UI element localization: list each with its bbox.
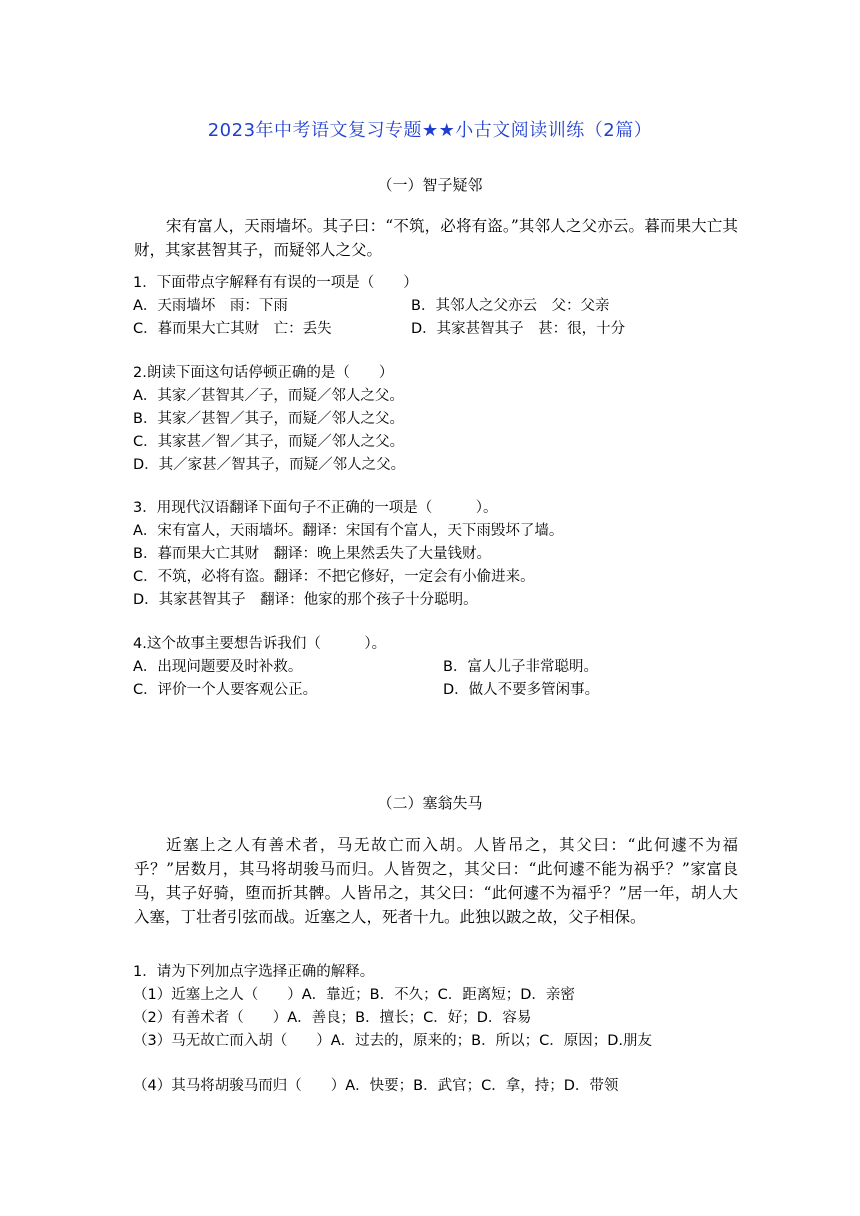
s1-q4-option-d: D．做人不要多管闲事。 <box>443 682 600 698</box>
s1-q1-option-c: C．暮而果大亡其财 亡：丢失 <box>133 321 332 337</box>
s1-q3-option-b: B．暮而果大亡其财 翻译：晚上果然丢失了大量钱财。 <box>133 546 491 562</box>
s1-q3-option-c: C．不筑，必将有盗。翻译：不把它修好，一定会有小偷进来。 <box>133 569 535 585</box>
s2-q1-item1: （1）近塞上之人（ ）A．靠近；B．不久；C．距离短；D．亲密 <box>133 987 575 1003</box>
s1-q4-stem: 4.这个故事主要想告诉我们（ ）。 <box>133 636 387 652</box>
s1-q2-option-a: A．其家／甚智其／子，而疑／邻人之父。 <box>133 388 404 404</box>
s1-q1-option-d: D．其家甚智其子 甚：很，十分 <box>411 321 626 337</box>
s1-q3-option-d: D．其家甚智其子 翻译：他家的那个孩子十分聪明。 <box>133 592 478 608</box>
section2-heading: （二）塞翁失马 <box>377 794 483 812</box>
s2-q1-item2: （2）有善术者（ ）A．善良；B．擅长；C．好；D．容易 <box>133 1010 532 1026</box>
s1-q2-stem: 2.朗读下面这句话停顿正确的是（ ） <box>133 365 394 381</box>
s1-q4-option-b: B．富人儿子非常聪明。 <box>443 659 598 675</box>
s1-q4-option-c: C．评价一个人要客观公正。 <box>133 682 318 698</box>
s1-q4-option-a: A．出现问题要及时补救。 <box>133 659 303 675</box>
s1-q3-stem: 3．用现代汉语翻译下面句子不正确的一项是（ ）。 <box>133 500 498 516</box>
s1-q2-option-c: C．其家甚／智／其子，而疑／邻人之父。 <box>133 434 405 450</box>
s1-q4-row1 <box>133 656 598 678</box>
s2-q1-stem: 1．请为下列加点字选择正确的解释。 <box>133 964 375 980</box>
s1-q1-stem: 1．下面带点字解释有有误的一项是（ ） <box>133 275 418 291</box>
s1-q1-row1 <box>133 295 610 317</box>
s1-q1-option-b: B．其邻人之父亦云 父：父亲 <box>411 298 610 314</box>
section1-heading: （一）智子疑邻 <box>377 176 483 194</box>
s1-q4-row2 <box>133 679 600 701</box>
s1-q3-option-a: A．宋有富人，天雨墙坏。翻译：宋国有个富人，天下雨毁坏了墙。 <box>133 523 564 539</box>
page-title: 2023年中考语文复习专题★★小古文阅读训练（2篇） <box>207 120 653 141</box>
s2-q1-item3: （3）马无故亡而入胡（ ）A．过去的，原来的；B．所以；C．原因；D.朋友 <box>133 1033 652 1049</box>
section1-passage: 宋有富人，天雨墙坏。其子曰：“不筑，必将有盗。”其邻人之父亦云。暮而果大亡其财，其家甚智其子，而疑邻人之父。 <box>134 217 738 259</box>
s1-q2-option-b: B．其家／甚智／其子，而疑／邻人之父。 <box>133 411 404 427</box>
s1-q1-option-a: A．天雨墙坏 雨：下雨 <box>133 298 288 314</box>
s2-q1-item4: （4）其马将胡骏马而归（ ）A．快要；B．武官；C．拿，持；D．带领 <box>133 1078 619 1094</box>
section2-passage: 近塞上之人有善术者，马无故亡而入胡。人皆吊之，其父曰：“此何遽不为福乎？”居数月，其马将胡骏马而归。人皆贺之，其父曰：“此何遽不能为祸乎？”家富良马，其子好骑，堕而折其髀。人皆吊之，其父曰：“此何遽不为福乎？”居一年，胡人大入塞，丁壮者引弦而战。近塞之人，死者十九。此独以跛之故，父子相保。 <box>134 836 738 926</box>
s1-q1-row2 <box>133 318 626 340</box>
s1-q2-option-d: D．其／家甚／智其子，而疑／邻人之父。 <box>133 457 406 473</box>
